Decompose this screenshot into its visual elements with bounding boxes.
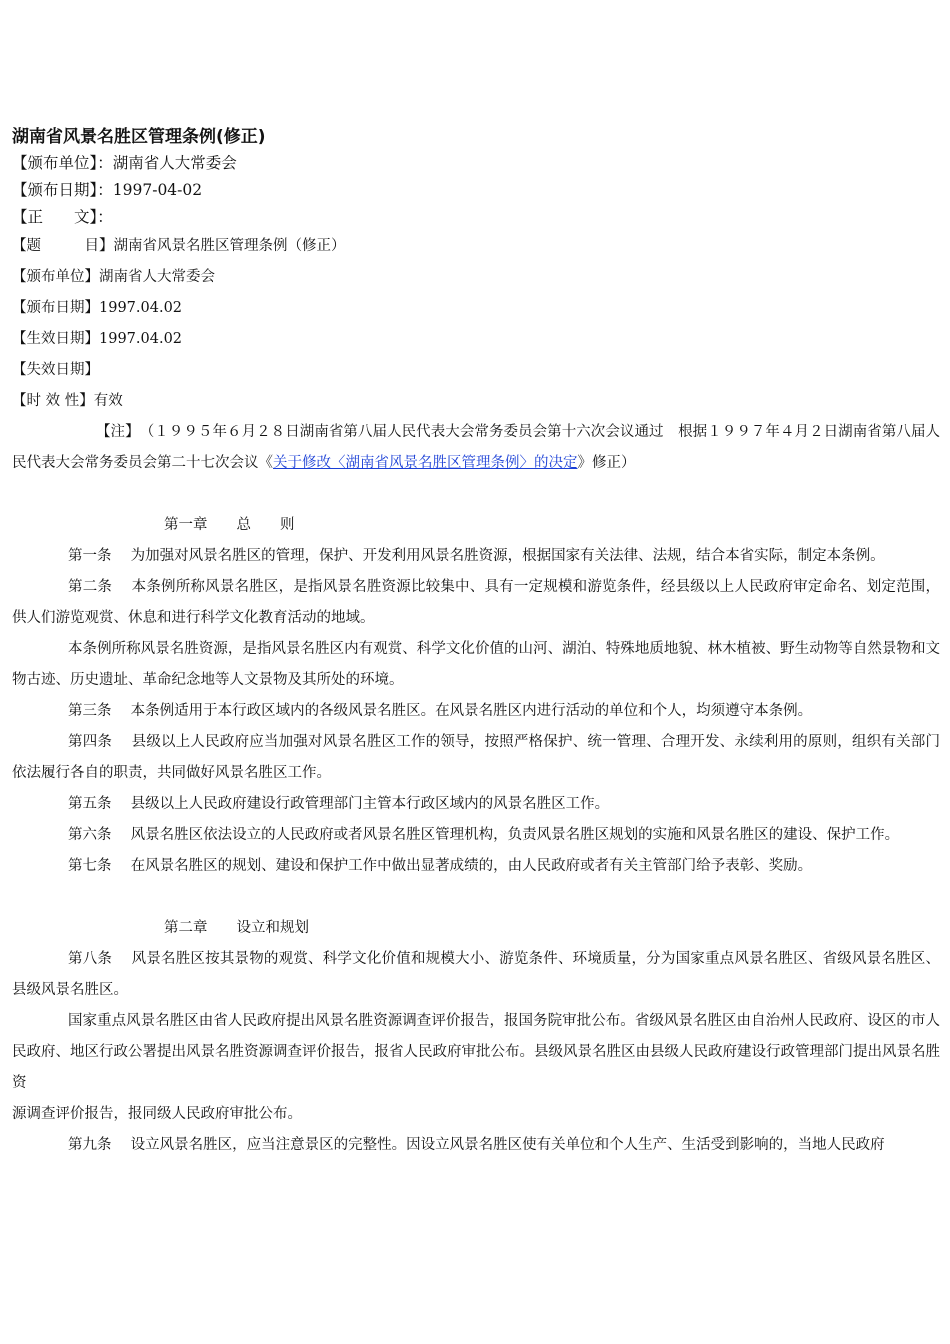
document-title: 湖南省风景名胜区管理条例(修正) <box>12 127 266 147</box>
note-text: 【注】 （１９９５年６月２８日湖南省第八届人民代表大会常务委员会第十六次会议通过 根据１９９７年４月２日湖南省第八届人民代表大会常务委员会第二十七次会议《 <box>12 424 940 471</box>
article-paragraph: 第六条 风景名胜区依法设立的人民政府或者风景名胜区管理机构，负责风景名胜区规划的实施和风景名胜区的建设、保护工作。 <box>68 827 900 843</box>
meta-issuer-value: 湖南省人大常委会 <box>99 269 215 285</box>
header-issuer <box>12 150 940 177</box>
spacer <box>12 882 940 913</box>
article-paragraph-continuation: 源调查评价报告，报同级人民政府审批公布。 <box>12 1106 302 1122</box>
article-paragraph: 第五条 县级以上人民政府建设行政管理部门主管本行政区域内的风景名胜区工作。 <box>68 796 610 812</box>
meta-validity <box>12 386 940 417</box>
meta-effective-date-label: 【生效日期】 <box>12 331 99 347</box>
header-body-label: 【正 文】： <box>12 208 113 226</box>
article-paragraph: 第三条 本条例适用于本行政区域内的各级风景名胜区。在风景名胜区内进行活动的单位和个人，均须遵守本条例。 <box>68 703 813 719</box>
amendment-note <box>12 417 940 479</box>
meta-effective-date-value: 1997.04.02 <box>99 331 183 347</box>
meta-issuer <box>12 262 940 293</box>
meta-effective-date <box>12 324 940 355</box>
meta-subject-value: 湖南省风景名胜区管理条例（修正） <box>113 238 346 254</box>
article-paragraph: 国家重点风景名胜区由省人民政府提出风景名胜资源调查评价报告，报国务院审批公布。省级风景名胜区由自治州人民政府、设区的市人民政府、地区行政公署提出风景名胜资源调查评价报告，报省人民政府审批公布。县级风景名胜区由县级人民政府建设行政管理部门提出风景名胜资 <box>12 1013 940 1091</box>
header-date <box>12 177 940 204</box>
meta-validity-value: 有效 <box>93 393 123 409</box>
meta-issue-date-value: 1997.04.02 <box>99 300 183 316</box>
article-paragraph: 本条例所称风景名胜资源，是指风景名胜区内有观赏、科学文化价值的山河、湖泊、特殊地质地貌、林木植被、野生动物等自然景物和文物古迹、历史遗址、革命纪念地等人文景物及其所处的环境。 <box>12 641 940 688</box>
header-issuer-label: 【颁布单位】： <box>12 154 113 172</box>
header-body <box>12 204 940 231</box>
header-date-value: 1997-04-02 <box>112 181 203 199</box>
note-suffix: 》修正） <box>577 455 636 471</box>
amendment-decision-link[interactable]: 关于修改〈湖南省风景名胜区管理条例〉的决定 <box>273 455 578 471</box>
article-paragraph: 第二条 本条例所称风景名胜区，是指风景名胜资源比较集中、具有一定规模和游览条件，经县级以上人民政府审定命名、划定范围，供人们游览观赏、休息和进行科学文化教育活动的地域。 <box>12 579 940 626</box>
article-paragraph: 第九条 设立风景名胜区，应当注意景区的完整性。因设立风景名胜区使有关单位和个人生产、生活受到影响的，当地人民政府 <box>68 1137 885 1153</box>
header-date-label: 【颁布日期】： <box>12 181 113 199</box>
spacer <box>12 479 940 510</box>
meta-expiry-date <box>12 355 940 386</box>
chapter-heading: 第二章 设立和规划 <box>164 920 309 936</box>
meta-subject <box>12 231 940 262</box>
article-paragraph: 第一条 为加强对风景名胜区的管理，保护、开发利用风景名胜资源，根据国家有关法律、法规，结合本省实际，制定本条例。 <box>68 548 885 564</box>
meta-expiry-date-label: 【失效日期】 <box>12 362 99 378</box>
header-issuer-value: 湖南省人大常委会 <box>112 154 237 172</box>
meta-issue-date-label: 【颁布日期】 <box>12 300 99 316</box>
meta-issue-date <box>12 293 940 324</box>
document-body <box>12 124 940 1161</box>
article-paragraph: 第七条 在风景名胜区的规划、建设和保护工作中做出显著成绩的，由人民政府或者有关主管部门给予表彰、奖励。 <box>68 858 813 874</box>
meta-validity-label: 【时 效 性】 <box>12 393 94 409</box>
chapter-heading: 第一章 总 则 <box>164 517 295 533</box>
article-paragraph: 第四条 县级以上人民政府应当加强对风景名胜区工作的领导，按照严格保护、统一管理、合理开发、永续利用的原则，组织有关部门依法履行各自的职责，共同做好风景名胜区工作。 <box>12 734 940 781</box>
article-paragraph: 第八条 风景名胜区按其景物的观赏、科学文化价值和规模大小、游览条件、环境质量，分为国家重点风景名胜区、省级风景名胜区、县级风景名胜区。 <box>12 951 940 998</box>
meta-subject-label: 【题 目】 <box>12 238 114 254</box>
meta-issuer-label: 【颁布单位】 <box>12 269 99 285</box>
